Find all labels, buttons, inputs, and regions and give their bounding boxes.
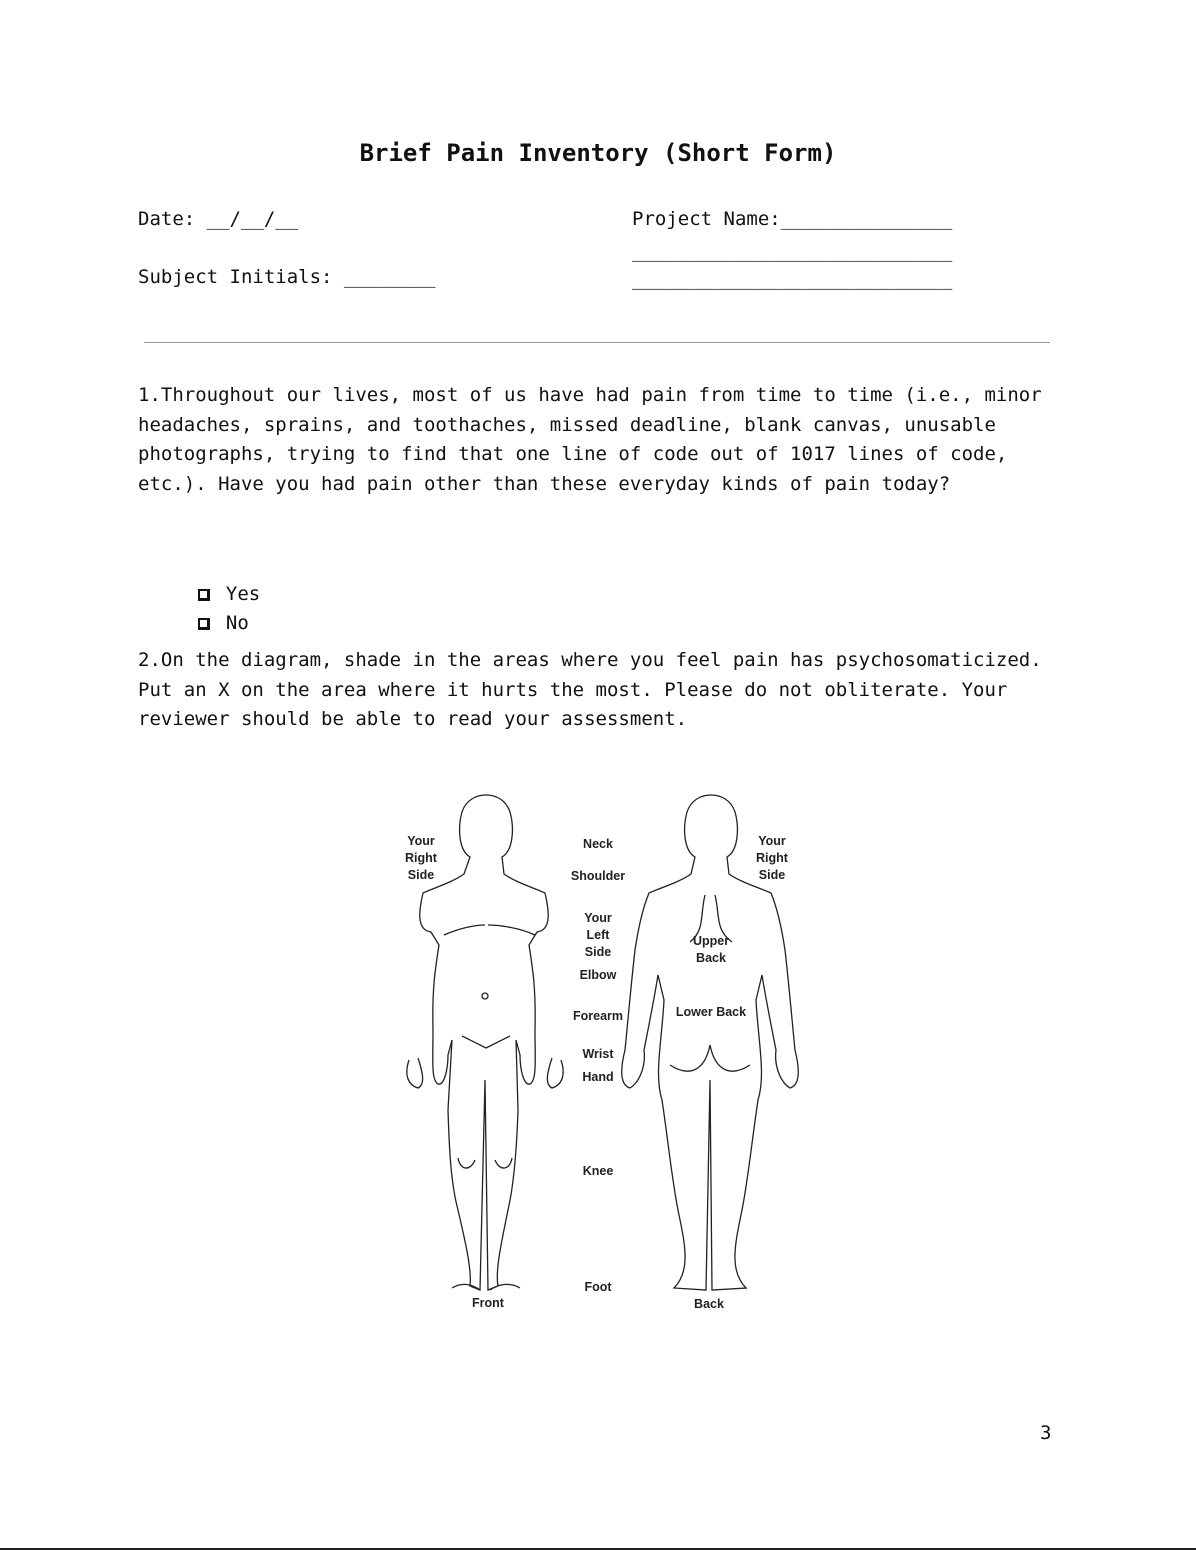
front-right-hand xyxy=(547,1058,563,1088)
project-name-line-2[interactable]: ____________________________ xyxy=(632,240,953,262)
label-knee: Knee xyxy=(582,1164,614,1178)
front-collar-left xyxy=(444,925,485,935)
label-shoulder: Shoulder xyxy=(570,869,626,883)
project-name-field[interactable]: Project Name:_______________ xyxy=(632,208,953,230)
label-front-right-side-1: Your xyxy=(407,834,435,848)
label-left-side-2: Left xyxy=(586,928,610,942)
label-back: Back xyxy=(694,1297,724,1311)
label-back-right-side-2: Right xyxy=(756,851,788,865)
label-upper-back-1: Upper xyxy=(692,934,730,948)
label-neck: Neck xyxy=(583,837,613,851)
label-front-right-side-3: Side xyxy=(407,868,435,882)
label-lower-back: Lower Back xyxy=(675,1005,747,1019)
question-1-text: 1.Throughout our lives, most of us have had pain from time to time (i.e., minor headaches, sprains, and toothaches, missed deadline, blank canvas, unusable photographs, trying to find that one line of code out of 1017 lines of code, etc.). Have you had pain other than these everyday kinds of pain today? xyxy=(138,384,1042,495)
diagram-labels xyxy=(405,834,789,1311)
label-back-right-side-1: Your xyxy=(758,834,786,848)
option-no-label: No xyxy=(225,612,249,634)
label-hand: Hand xyxy=(582,1070,614,1084)
label-back-right-side-3: Side xyxy=(758,868,786,882)
question-2-text: 2.On the diagram, shade in the areas where you feel pain has psychosomaticized. Put an X on the area where it hurts the most. Please do not obliterate. Your reviewer should be able to read your assessment. xyxy=(138,649,1042,730)
option-yes-label: Yes xyxy=(225,583,261,605)
label-upper-back-2: Back xyxy=(696,951,726,965)
label-forearm: Forearm xyxy=(572,1009,624,1023)
label-foot: Foot xyxy=(584,1280,612,1294)
label-wrist: Wrist xyxy=(582,1047,614,1061)
label-front: Front xyxy=(472,1296,504,1310)
label-front-right-side-2: Right xyxy=(405,851,437,865)
front-left-knee xyxy=(458,1158,475,1168)
front-navel xyxy=(482,993,488,999)
front-toes xyxy=(452,1284,520,1290)
subject-initials-field[interactable]: Subject Initials: ________ xyxy=(138,266,436,288)
project-name-line-3[interactable]: ____________________________ xyxy=(632,268,953,290)
form-title: Brief Pain Inventory (Short Form) xyxy=(359,139,837,167)
front-groin xyxy=(462,1036,510,1048)
page-number: 3 xyxy=(1040,1422,1052,1444)
label-left-side-3: Side xyxy=(584,945,612,959)
label-left-side-1: Your xyxy=(584,911,612,925)
label-elbow: Elbow xyxy=(579,968,617,982)
front-right-knee xyxy=(495,1158,512,1168)
front-body-outline xyxy=(420,795,549,1290)
date-field[interactable]: Date: __/__/__ xyxy=(138,208,299,230)
front-left-hand xyxy=(407,1058,423,1088)
back-buttocks xyxy=(670,1045,750,1071)
front-collar-right xyxy=(488,925,535,935)
